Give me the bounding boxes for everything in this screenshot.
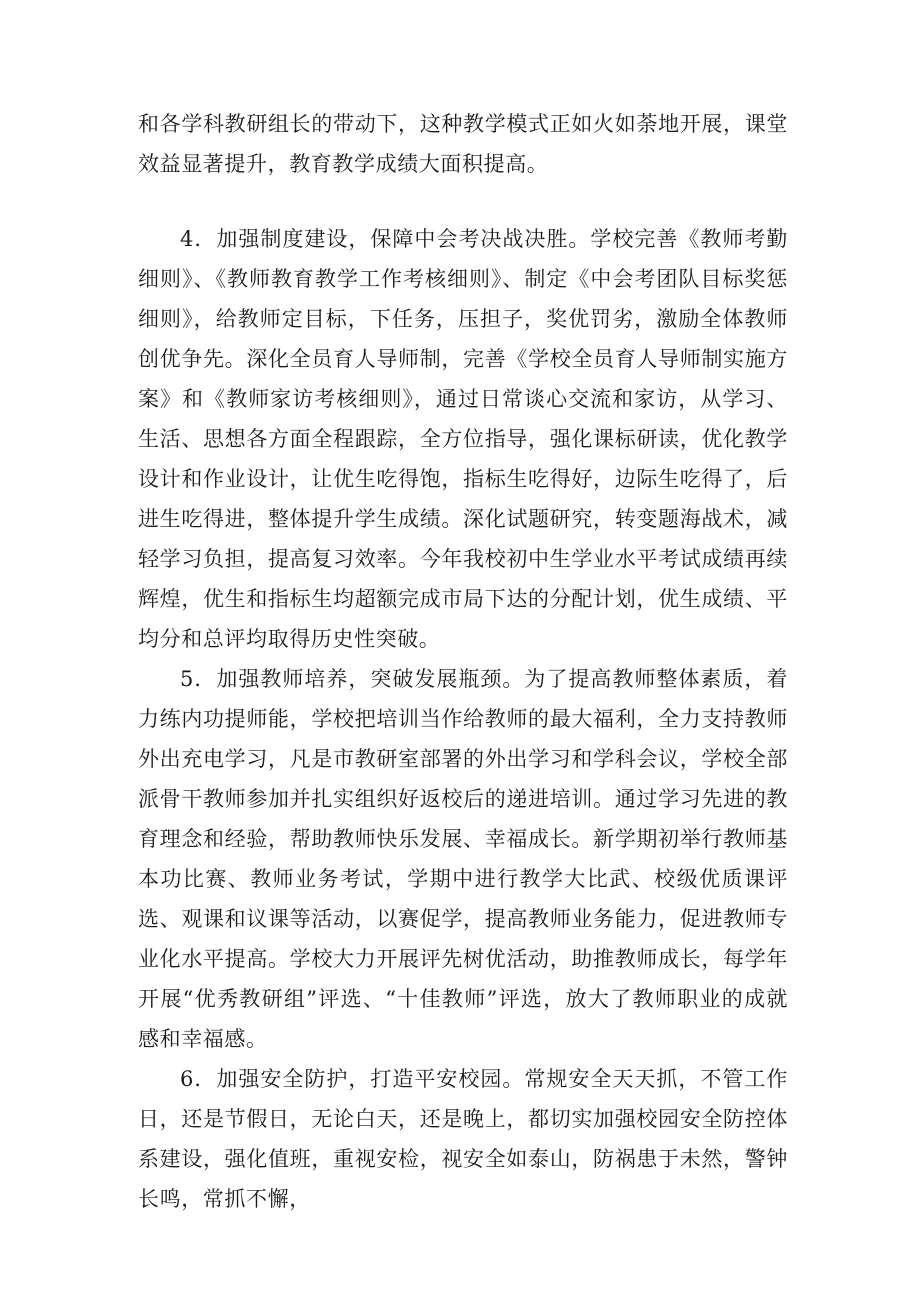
paragraph-item-5: 5．加强教师培养，突破发展瓶颈。为了提高教师整体素质，着力练内功提师能，学校把培训当作给教师的最大福利，全力支持教师外出充电学习，凡是市教研室部署的外出学习和学科会议，学校全部派骨干教师参加并扎实组织好返校后的递进培训。通过学习先进的教育理念和经验，帮助教师快乐发展、幸福成长。新学期初举行教师基本功比赛、教师业务考试，学期中进行教学大比武、校级优质课评选、观课和议课等活动，以赛促学，提高教师业务能力，促进教师专业化水平提高。学校大力开展评先树优活动，助推教师成长，每学年开展“优秀教研组”评选、“十佳教师”评选，放大了教师职业的成就感和幸福感。 <box>138 667 788 1051</box>
document-body <box>138 104 788 1219</box>
paragraph-continuation: 和各学科教研组长的带动下，这种教学模式正如火如荼地开展，课堂效益显著提升，教育教学成绩大面积提高。 <box>138 112 788 176</box>
paragraph-item-6: 6．加强安全防护，打造平安校园。常规安全天天抓，不管工作日，还是节假日，无论白天，还是晚上，都切实加强校园安全防控体系建设，强化值班，重视安检，视安全如泰山，防祸患于未然，警钟长鸣，常抓不懈， <box>138 1067 788 1211</box>
paragraph-item-4: 4．加强制度建设，保障中会考决战决胜。学校完善《教师考勤细则》、《教师教育教学工作考核细则》、制定《中会考团队目标奖惩细则》，给教师定目标，下任务，压担子，奖优罚劣，激励全体教师创优争先。深化全员育人导师制，完善《学校全员育人导师制实施方案》和《教师家访考核细则》，通过日常谈心交流和家访，从学习、生活、思想各方面全程跟踪，全方位指导，强化课标研读，优化教学设计和作业设计，让优生吃得饱，指标生吃得好，边际生吃得了，后进生吃得进，整体提升学生成绩。深化试题研究，转变题海战术，减轻学习负担，提高复习效率。今年我校初中生学业水平考试成绩再续辉煌，优生和指标生均超额完成市局下达的分配计划，优生成绩、平均分和总评均取得历史性突破。 <box>138 227 788 651</box>
